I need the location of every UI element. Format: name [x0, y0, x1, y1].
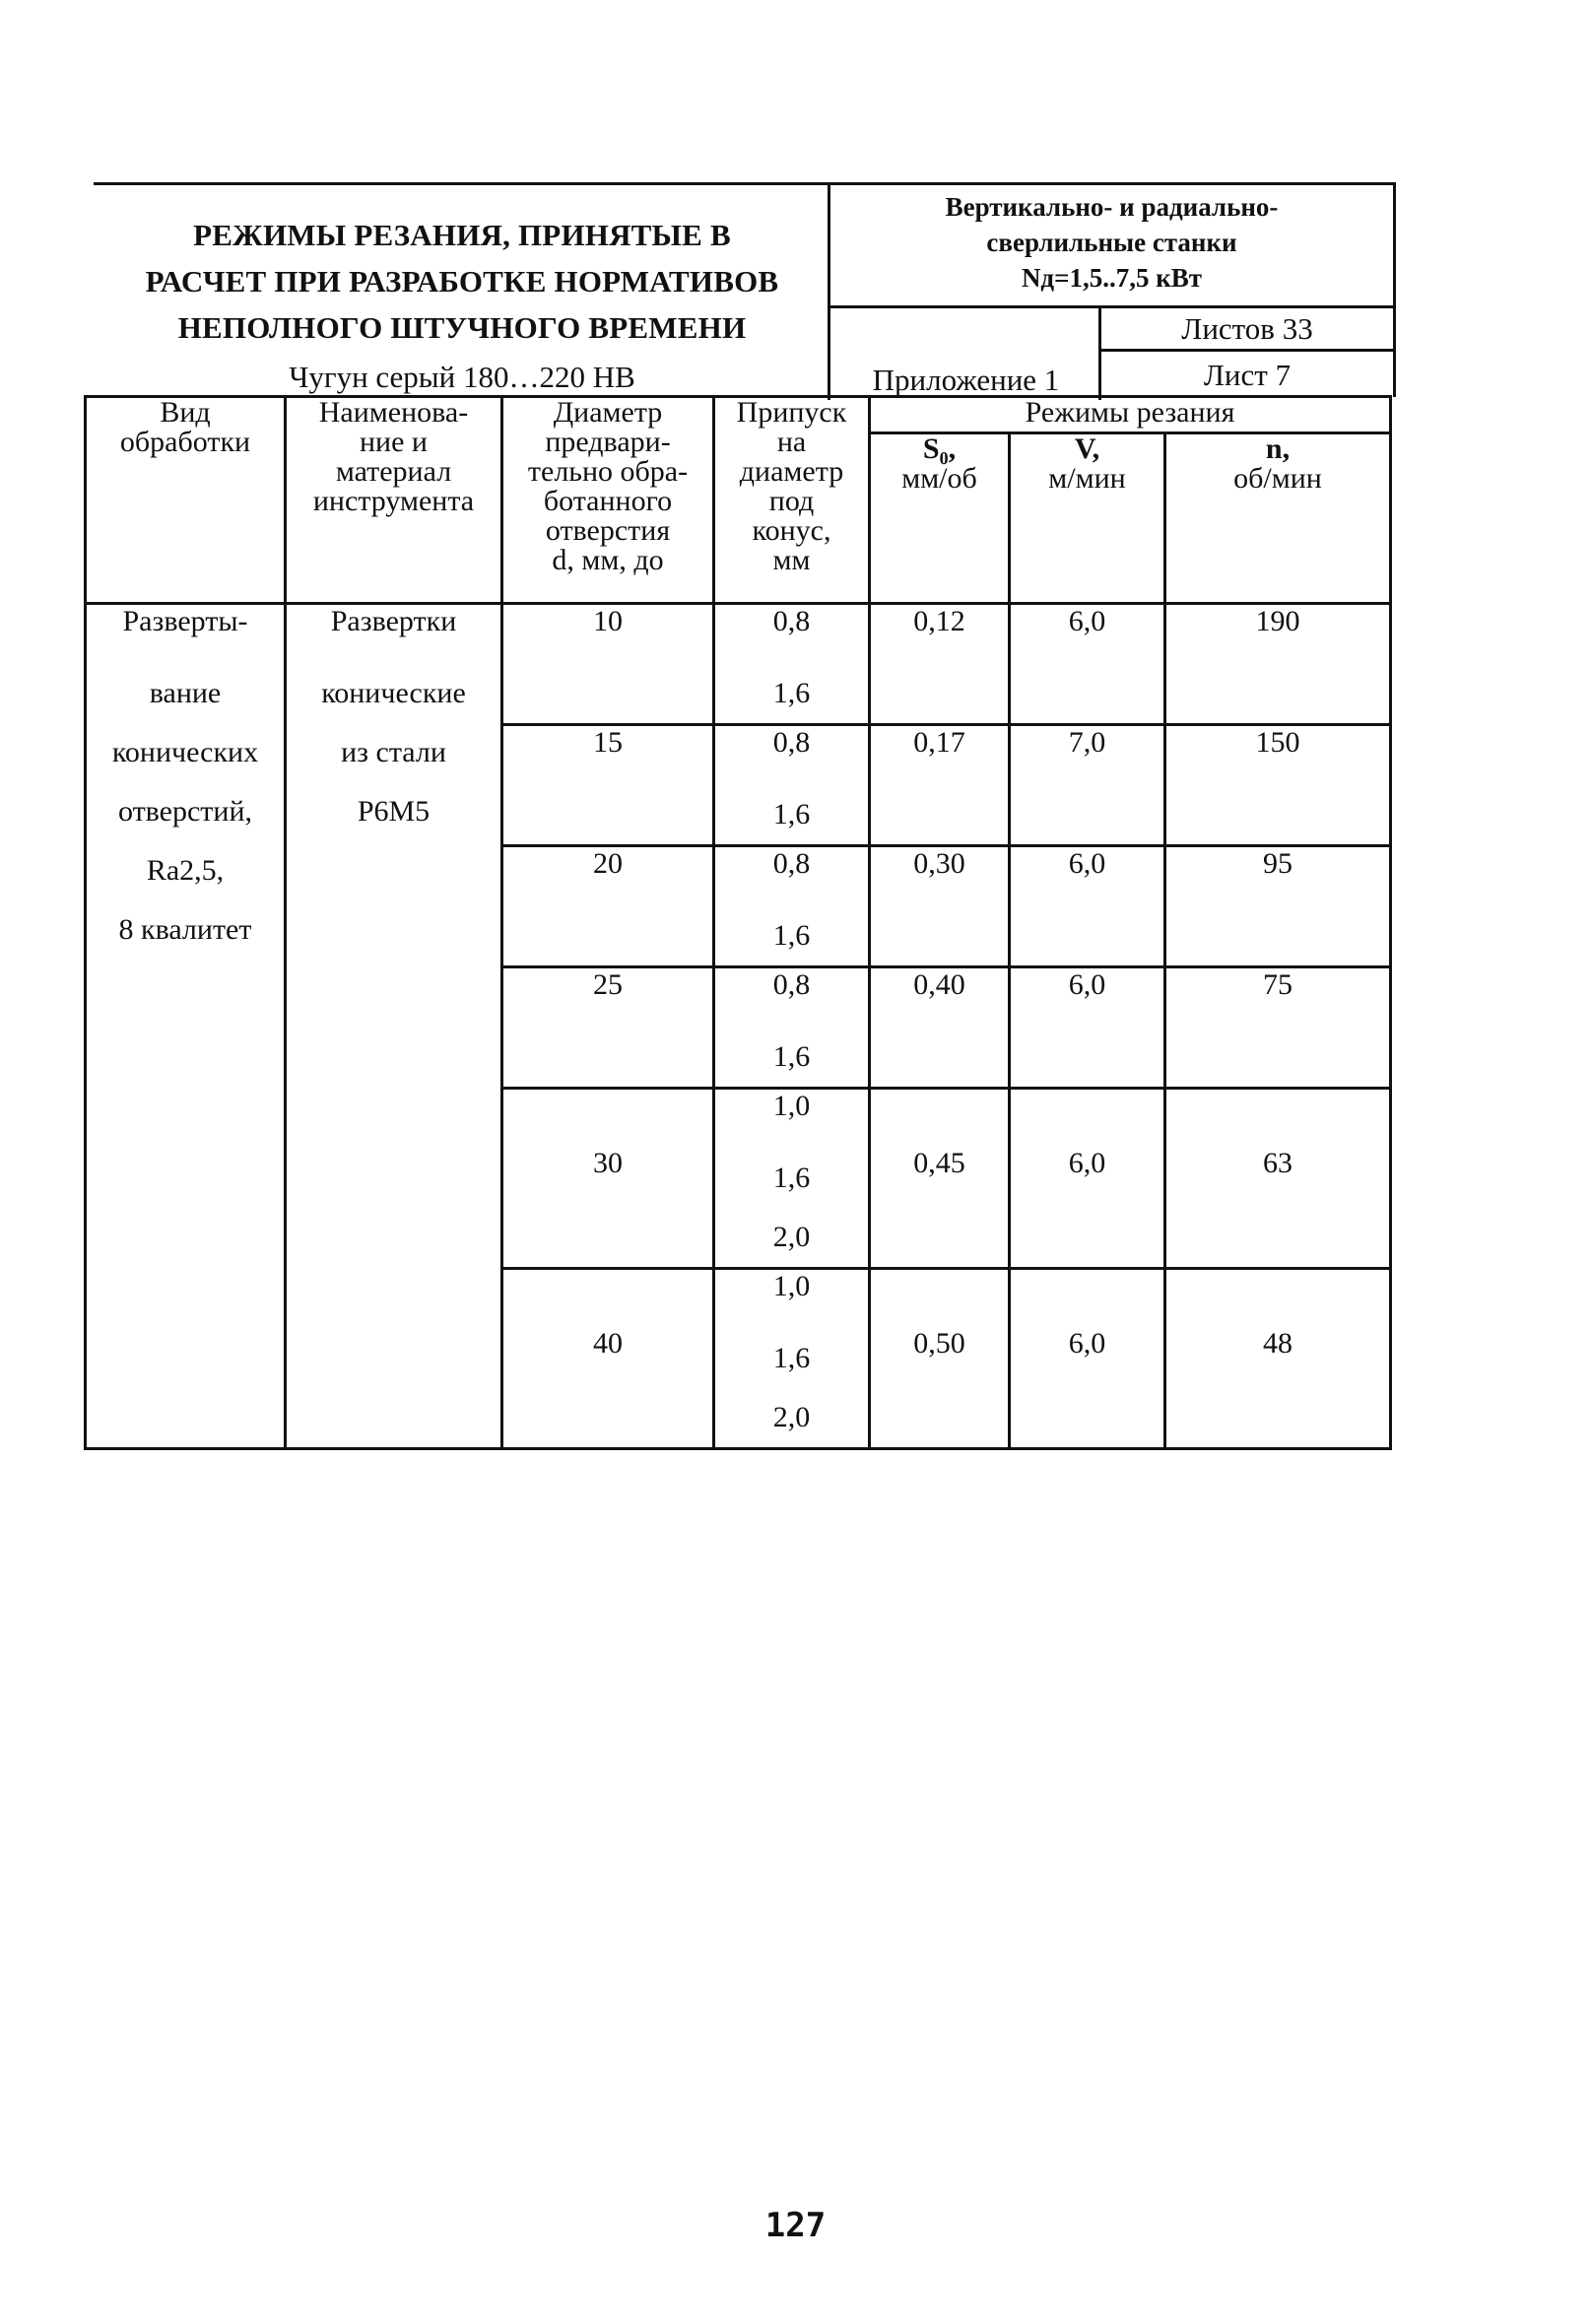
- col-header-rpm: n, об/мин: [1165, 433, 1391, 604]
- speed-cell: 6,0: [1010, 967, 1165, 1089]
- speed-cell: 7,0: [1010, 725, 1165, 846]
- col-header-feed: S₀, мм/об: [870, 433, 1010, 604]
- col-header-type: Вид обработки: [86, 397, 286, 604]
- feed-cell: 0,12: [870, 604, 1010, 725]
- speed-cell: 6,0: [1010, 846, 1165, 967]
- title-cell: [94, 185, 830, 400]
- allowance-cell: 0,8 1,6: [714, 967, 870, 1089]
- cutting-modes-table: [84, 395, 1392, 1450]
- speed-cell: 6,0: [1010, 604, 1165, 725]
- page-number: 127: [764, 2206, 827, 2245]
- table-title: РЕЖИМЫ РЕЗАНИЯ, ПРИНЯТЫЕ В РАСЧЕТ ПРИ РАЗРАБОТКЕ НОРМАТИВОВ НЕПОЛНОГО ШТУЧНОГО ВРЕМЕНИ: [145, 218, 779, 345]
- rpm-cell: 75: [1165, 967, 1391, 1089]
- rpm-cell: 95: [1165, 846, 1391, 967]
- col-header-allowance: Припуск на диаметр под конус, мм: [714, 397, 870, 604]
- col-header-diameter: Диаметр предвари- тельно обра- ботанного отверстия d, мм, до: [502, 397, 714, 604]
- processing-type-cell: Разверты- вание конических отверстий, Ra2,5, 8 квалитет: [86, 604, 286, 1449]
- diameter-cell: 15: [502, 725, 714, 846]
- appendix-label: Приложение 1: [872, 363, 1060, 397]
- allowance-cell: 0,8 1,6: [714, 846, 870, 967]
- rpm-cell: 63: [1165, 1089, 1391, 1269]
- table-row: [86, 604, 1391, 725]
- allowance-cell: 1,0 1,6 2,0: [714, 1269, 870, 1449]
- speed-cell: 6,0: [1010, 1089, 1165, 1269]
- allowance-cell: 1,0 1,6 2,0: [714, 1089, 870, 1269]
- col-header-tool: Наименова- ние и материал инструмента: [286, 397, 502, 604]
- speed-cell: 6,0: [1010, 1269, 1165, 1449]
- rpm-cell: 48: [1165, 1269, 1391, 1449]
- feed-cell: 0,30: [870, 846, 1010, 967]
- header-row-1: [86, 397, 1391, 433]
- rpm-cell: 190: [1165, 604, 1391, 725]
- sheets-total-label: Листов 33: [1101, 308, 1393, 352]
- feed-cell: 0,50: [870, 1269, 1010, 1449]
- diameter-cell: 25: [502, 967, 714, 1089]
- table-header-block: [94, 182, 1396, 397]
- diameter-cell: 10: [502, 604, 714, 725]
- diameter-cell: 40: [502, 1269, 714, 1449]
- allowance-cell: 0,8 1,6: [714, 725, 870, 846]
- col-header-modes-group: Режимы резания: [870, 397, 1391, 433]
- diameter-cell: 20: [502, 846, 714, 967]
- rpm-cell: 150: [1165, 725, 1391, 846]
- feed-cell: 0,45: [870, 1089, 1010, 1269]
- machine-cell: Вертикально- и радиально- сверлильные станки Nд=1,5..7,5 кВт: [830, 185, 1393, 308]
- diameter-cell: 30: [502, 1089, 714, 1269]
- tool-cell: Развертки конические из стали Р6М5: [286, 604, 502, 1449]
- material-label: Чугун серый 180…220 НВ: [289, 360, 635, 394]
- feed-cell: 0,40: [870, 967, 1010, 1089]
- allowance-cell: 0,8 1,6: [714, 604, 870, 725]
- col-header-speed: V, м/мин: [1010, 433, 1165, 604]
- appendix-cell: [830, 308, 1101, 400]
- sheet-number-label: Лист 7: [1203, 358, 1292, 392]
- feed-cell: 0,17: [870, 725, 1010, 846]
